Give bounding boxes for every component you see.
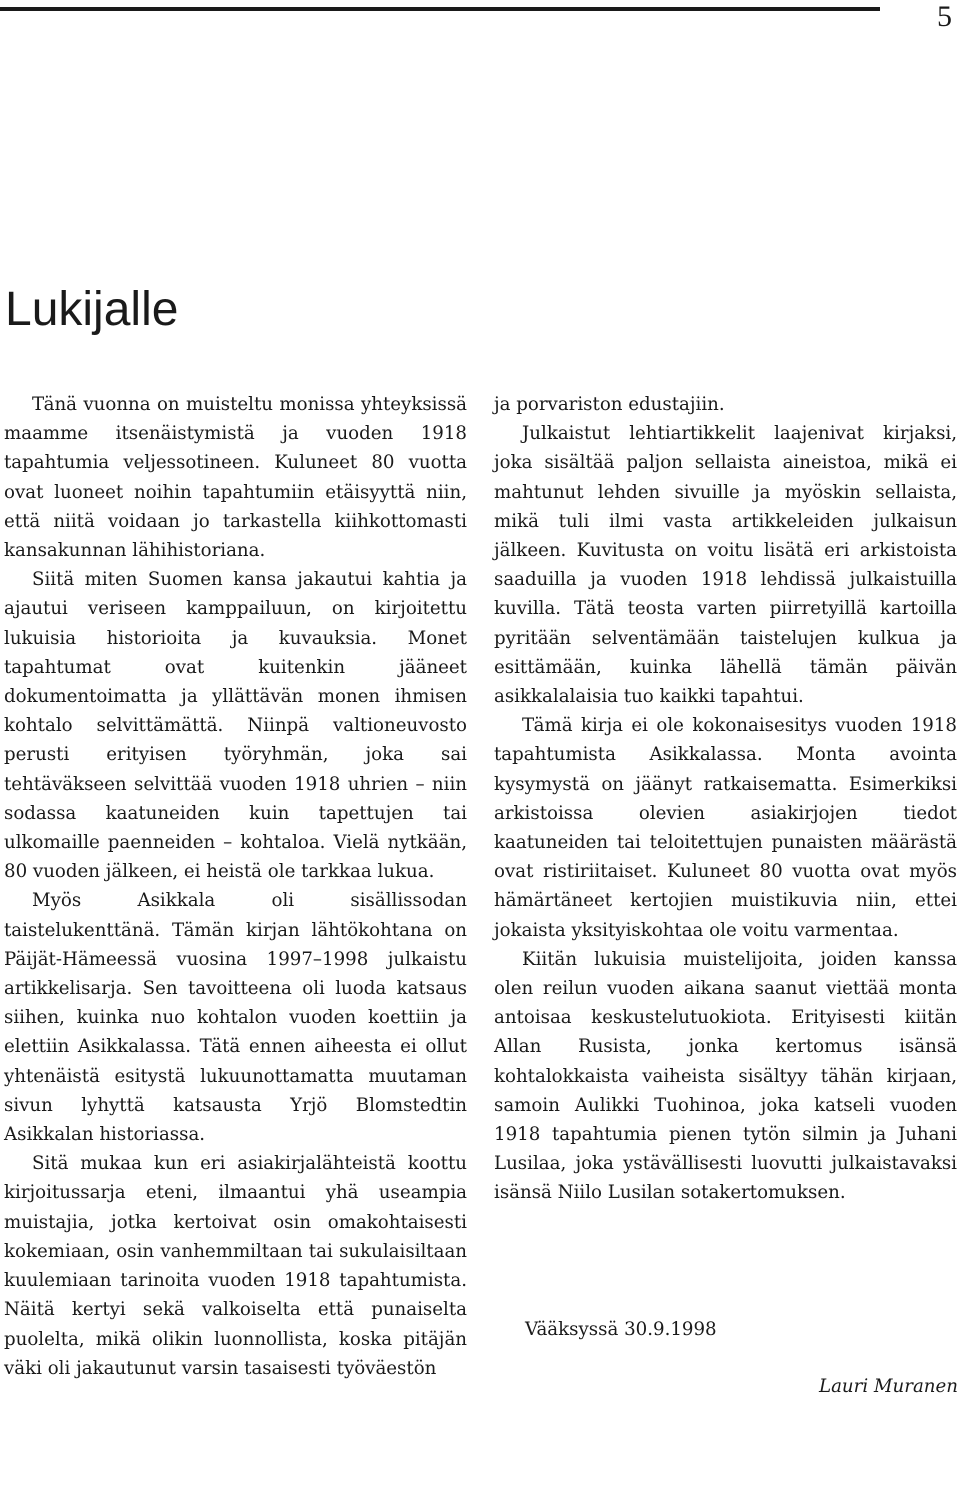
paragraph: Sitä mukaa kun eri asiakirjalähteistä koottu kirjoitussarja eteni, ilmaantui yhä useampia muistajia, jotka kertoivat osin omakohtaisesti kokemiaan, osin vanhemmiltaan tai sukulaisiltaan kuulemiaan tarinoita vuoden 1918 tapahtumista. Näitä kertyi sekä valkoiselta että punaiselta puolelta, mikä olikin luonnollista, koska pitäjän väki oli jakautunut varsin tasaisesti työväestön [4, 1153, 467, 1379]
author-signature: Lauri Muranen [819, 1376, 958, 1397]
paragraph: Kiitän lukuisia muistelijoita, joiden kanssa olen reilun vuoden aikana saanut viettää monta antoisaa keskustelutuokiota. Erityisesti kiitän Allan Rusista, jonka kertomus isänsä kohtalokkaista vaiheista sisältyy tähän kirjaan, samoin Aulikki Tuohinoa, joka katseli vuoden 1918 tapahtumia pienen tytön silmin ja Juhani Lusilaa, joka ystävällisesti luovutti julkaistavaksi isänsä Niilo Lusilan sotakertomuksen. [494, 948, 957, 1204]
paragraph: Myös Asikkala oli sisällissodan taistelukenttänä. Tämän kirjan lähtökohtana on Päijät-Hämeessä vuosina 1997–1998 julkaistu artikkelisarja. Sen tavoitteena oli luoda katsaus siihen, kuinka nuo kohtalon vuoden koettiin ja elettiin Asikkalassa. Tätä ennen aiheesta ei ollut yhtenäistä esitystä lukuunottamatta muutaman sivun lyhyttä katsausta Yrjö Blomstedtin Asikkalan historiassa. [4, 890, 467, 1146]
right-column [494, 390, 957, 1208]
left-column [4, 390, 467, 1383]
header-rule [0, 7, 880, 11]
paragraph: Siitä miten Suomen kansa jakautui kahtia ja ajautui veriseen kamppailuun, on kirjoitettu lukuisia historioita ja kuvauksia. Monet tapahtumat ovat kuitenkin jääneet dokumentoimatta ja yllättävän monen ihmisen kohtalo selvittämättä. Niinpä valtioneuvosto perusti erityisen työryhmän, joka sai tehtäväkseen selvittää vuoden 1918 uhrien – niin sodassa kaatuneiden kuin tapettujen tai ulkomaille paenneiden – kohtaloa. Vielä nytkään, 80 vuoden jälkeen, ei heistä ole tarkkaa lukua. [4, 569, 467, 883]
paragraph-continuation: ja porvariston edustajiin. [494, 394, 725, 415]
paragraph: Julkaistut lehtiartikkelit laajenivat kirjaksi, joka sisältää paljon sellaista aineistoa, mikä ei mahtunut lehden sivuille ja myöskin sellaista, mikä tuli ilmi vasta artikkeleiden julkaisun jälkeen. Kuvitusta on voitu lisätä eri arkistoista saaduilla ja vuoden 1918 lehdissä julkaistuilla kuvilla. Tätä teosta varten piirretyillä kartoilla pyritään selventämään taistelujen kulkua ja esittämään, kuinka lähellä tämän päivän asikkalalaisia tuo kaikki tapahtui. [494, 423, 957, 708]
page-number: 5 [937, 0, 952, 33]
paragraph: Tämä kirja ei ole kokonaisesitys vuoden 1918 tapahtumista Asikkalassa. Monta avointa kysymystä on jäänyt ratkaisematta. Esimerkiksi arkistoissa olevien asiakirjojen tiedot kaatuneiden tai teloitettujen punaisten määrästä ovat ristiriitaiset. Kuluneet 80 vuotta ovat myös hämärtäneet kertojien muistikuvia niin, ettei jokaista yksityiskohtaa ole voitu varmentaa. [494, 715, 957, 941]
place-date: Vääksyssä 30.9.1998 [525, 1319, 717, 1340]
paragraph: Tänä vuonna on muisteltu monissa yhteyksissä maamme itsenäistymistä ja vuoden 1918 tapahtumia veljessotineen. Kuluneet 80 vuotta ovat luoneet noihin tapahtumiin etäisyyttä niin, että niitä voidaan jo tarkastella kiihkottomasti kansakunnan lähihistoriana. [4, 394, 467, 562]
page-title: Lukijalle [5, 283, 179, 336]
